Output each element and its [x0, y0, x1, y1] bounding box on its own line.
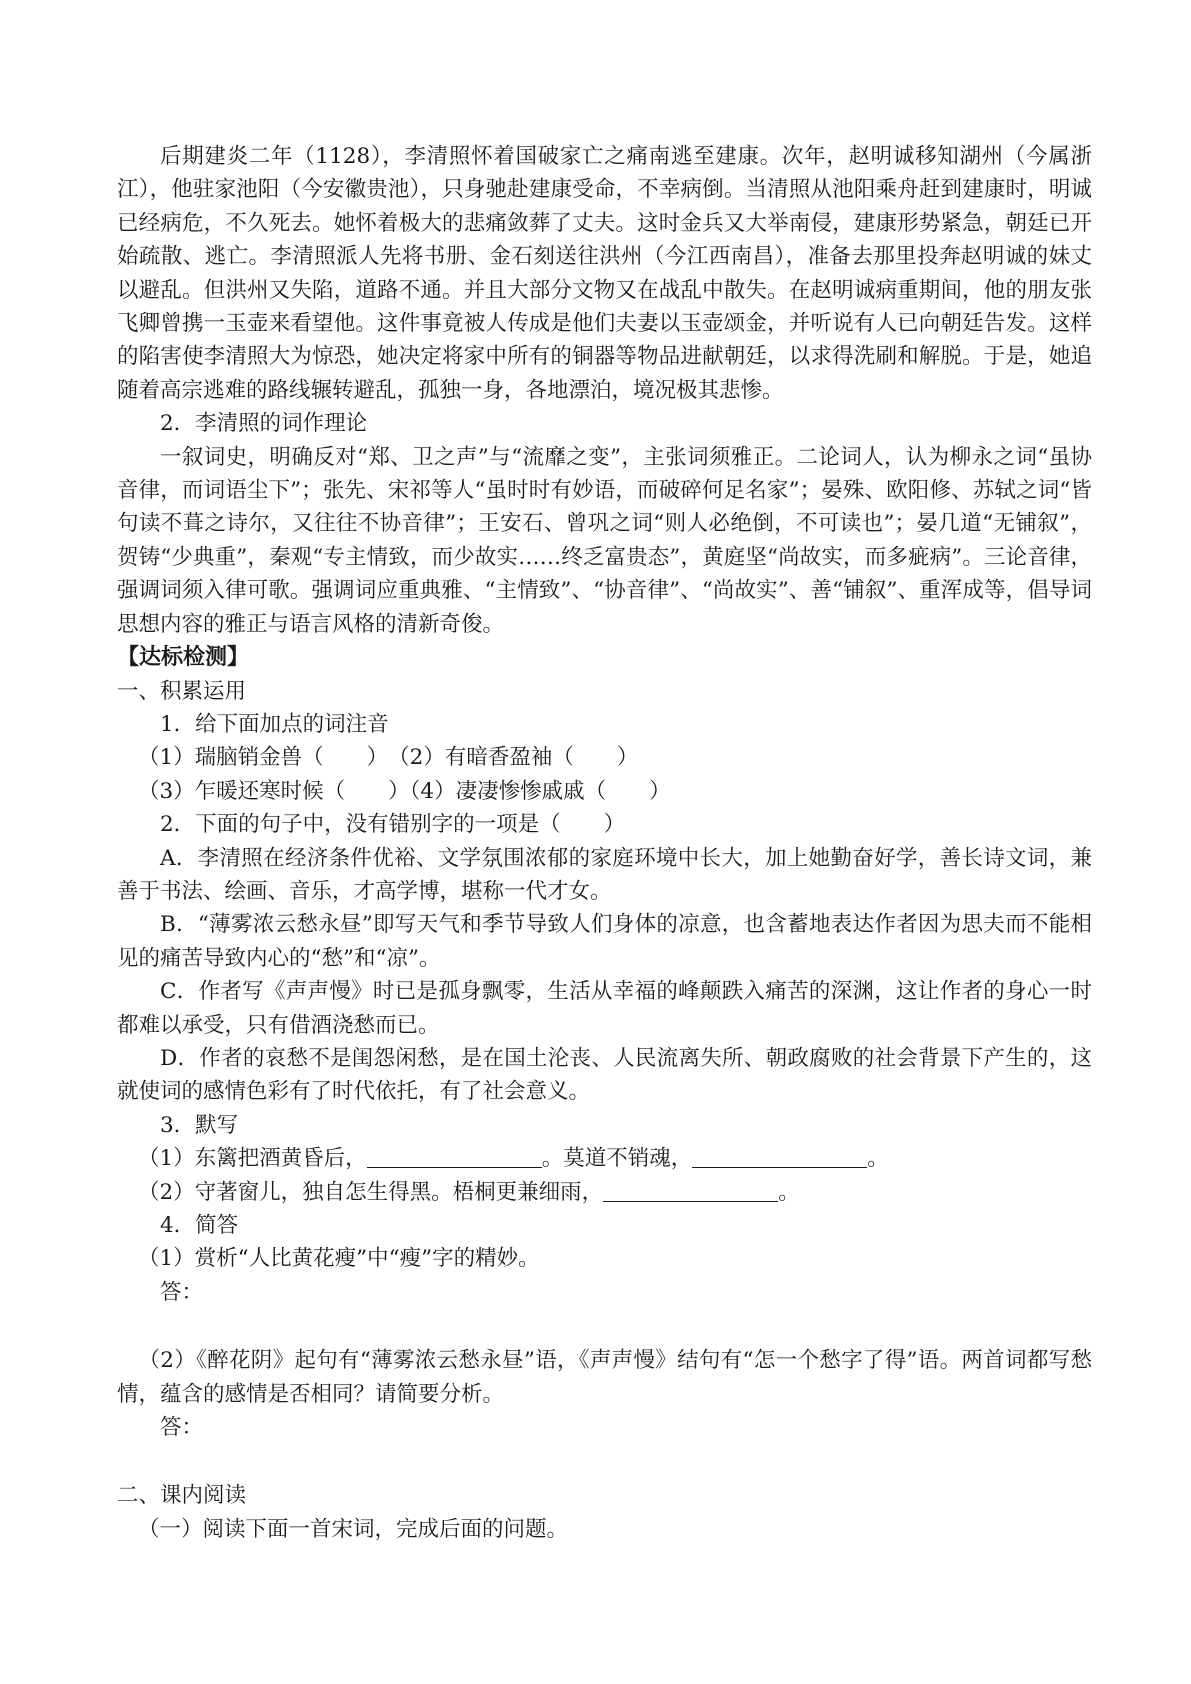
q1-stem: 1．给下面加点的词注音 [160, 711, 389, 737]
q3-line1-part-a: （1）东篱把酒黄昏后， [138, 1146, 367, 1172]
q2-option-a: A．李清照在经济条件优裕、文学氛围浓郁的家庭环境中长大，加上她勤奋好学，善长诗文词，兼善于书法、绘画、音乐，才高学博，堪称一代才女。 [117, 845, 1092, 904]
document-body [117, 140, 1092, 1546]
fill-blank-1[interactable] [367, 1146, 542, 1169]
q4-sub2: （2）《醉花阴》起句有“薄雾浓云愁永昼”语，《声声慢》结句有“怎一个愁字了得”语。两首词都写愁情，蕴含的感情是否相同？请简要分析。 [117, 1348, 1092, 1407]
q3-stem: 3．默写 [160, 1112, 239, 1138]
q3-line1-part-c: 。 [867, 1146, 889, 1172]
answer-space-2[interactable] [117, 1444, 1092, 1479]
fill-blank-3[interactable] [603, 1179, 778, 1202]
q3-line2-part-b: 。 [778, 1179, 800, 1205]
fill-blank-2[interactable] [692, 1146, 867, 1169]
q1-row2: （3）乍暖还寒时候（ ）（4）凄凄惨惨戚戚（ ） [138, 778, 671, 804]
q1-row1: （1）瑞脑销金兽（ ） （2）有暗香盈袖（ ） [138, 745, 639, 771]
part1-title: 一、积累运用 [117, 678, 247, 704]
q2-stem: 2．下面的句子中，没有错别字的一项是（ ） [160, 812, 626, 838]
q2-option-b: B．“薄雾浓云愁永昼”即写天气和季节导致人们身体的凉意，也含蓄地表达作者因为思夫而不能相见的痛苦导致内心的“愁”和“凉”。 [117, 912, 1092, 971]
history-paragraph: 后期建炎二年（1128），李清照怀着国破家亡之痛南逃至建康。次年，赵明诚移知湖州（今属浙江），他驻家池阳（今安徽贵池），只身驰赴建康受命，不幸病倒。当清照从池阳乘舟赶到建康时，明诚已经病危，不久死去。她怀着极大的悲痛敛葬了丈夫。这时金兵又大举南侵，建康形势紧急，朝廷已开始疏散、逃亡。李清照派人先将书册、金石刻送往洪州（今江西南昌），准备去那里投奔赵明诚的妹丈以避乱。但洪州又失陷，道路不通。并且大部分文物又在战乱中散失。在赵明诚病重期间，他的朋友张飞卿曾携一玉壶来看望他。这件事竟被人传成是他们夫妻以玉壶颂金，并听说有人已向朝廷告发。这样的陷害使李清照大为惊恐，她决定将家中所有的铜器等物品进献朝廷，以求得洗刷和解脱。于是，她追随着高宗逃难的路线辗转避乱，孤独一身，各地漂泊，境况极其悲惨。 [117, 144, 1092, 403]
theory-heading: 2．李清照的词作理论 [160, 411, 368, 437]
section-title: 【达标检测】 [117, 645, 250, 671]
theory-paragraph: 一叙词史，明确反对“郑、卫之声”与“流靡之变”，主张词须雅正。二论词人，认为柳永之词“虽协音律，而词语尘下”；张先、宋祁等人“虽时时有妙语，而破碎何足名家”；晏殊、欧阳修、苏轼之词“皆句读不葺之诗尔，又往往不协音律”；王安石、曾巩之词“则人必绝倒，不可读也”；晏几道“无铺叙”，贺铸“少典重”，秦观“专主情致，而少故实……终乏富贵态”，黄庭坚“尚故实，而多疵病”。三论音律，强调词须入律可歌。强调词应重典雅、“主情致”、“协音律”、“尚故实”、善“铺叙”、重浑成等，倡导词思想内容的雅正与语言风格的清新奇俊。 [117, 444, 1092, 637]
answer-space-1[interactable] [117, 1309, 1092, 1344]
q4-stem: 4．简答 [160, 1213, 239, 1238]
q2-option-c: C．作者写《声声慢》时已是孤身飘零，生活从幸福的峰颠跌入痛苦的深渊，这让作者的身心一时都难以承受，只有借酒浇愁而已。 [117, 979, 1092, 1038]
q3-line1 [117, 1142, 1092, 1175]
part2-title: 二、课内阅读 [117, 1483, 247, 1509]
q3-line2 [117, 1176, 1092, 1209]
part2-sub1: （一）阅读下面一首宋词，完成后面的问题。 [138, 1516, 569, 1542]
q4-sub1: （1）赏析“人比黄花瘦”中“瘦”字的精妙。 [138, 1246, 540, 1272]
answer-label-1: 答： [160, 1279, 204, 1305]
q3-line1-part-b: 。莫道不销魂， [541, 1146, 693, 1172]
q3-line2-part-a: （2）守著窗儿，独自怎生得黑。梧桐更兼细雨， [138, 1179, 604, 1205]
answer-label-2: 答： [160, 1415, 204, 1441]
q2-option-d: D．作者的哀愁不是闺怨闲愁，是在国土沦丧、人民流离失所、朝政腐败的社会背景下产生的，这就使词的感情色彩有了时代依托，有了社会意义。 [117, 1045, 1092, 1105]
